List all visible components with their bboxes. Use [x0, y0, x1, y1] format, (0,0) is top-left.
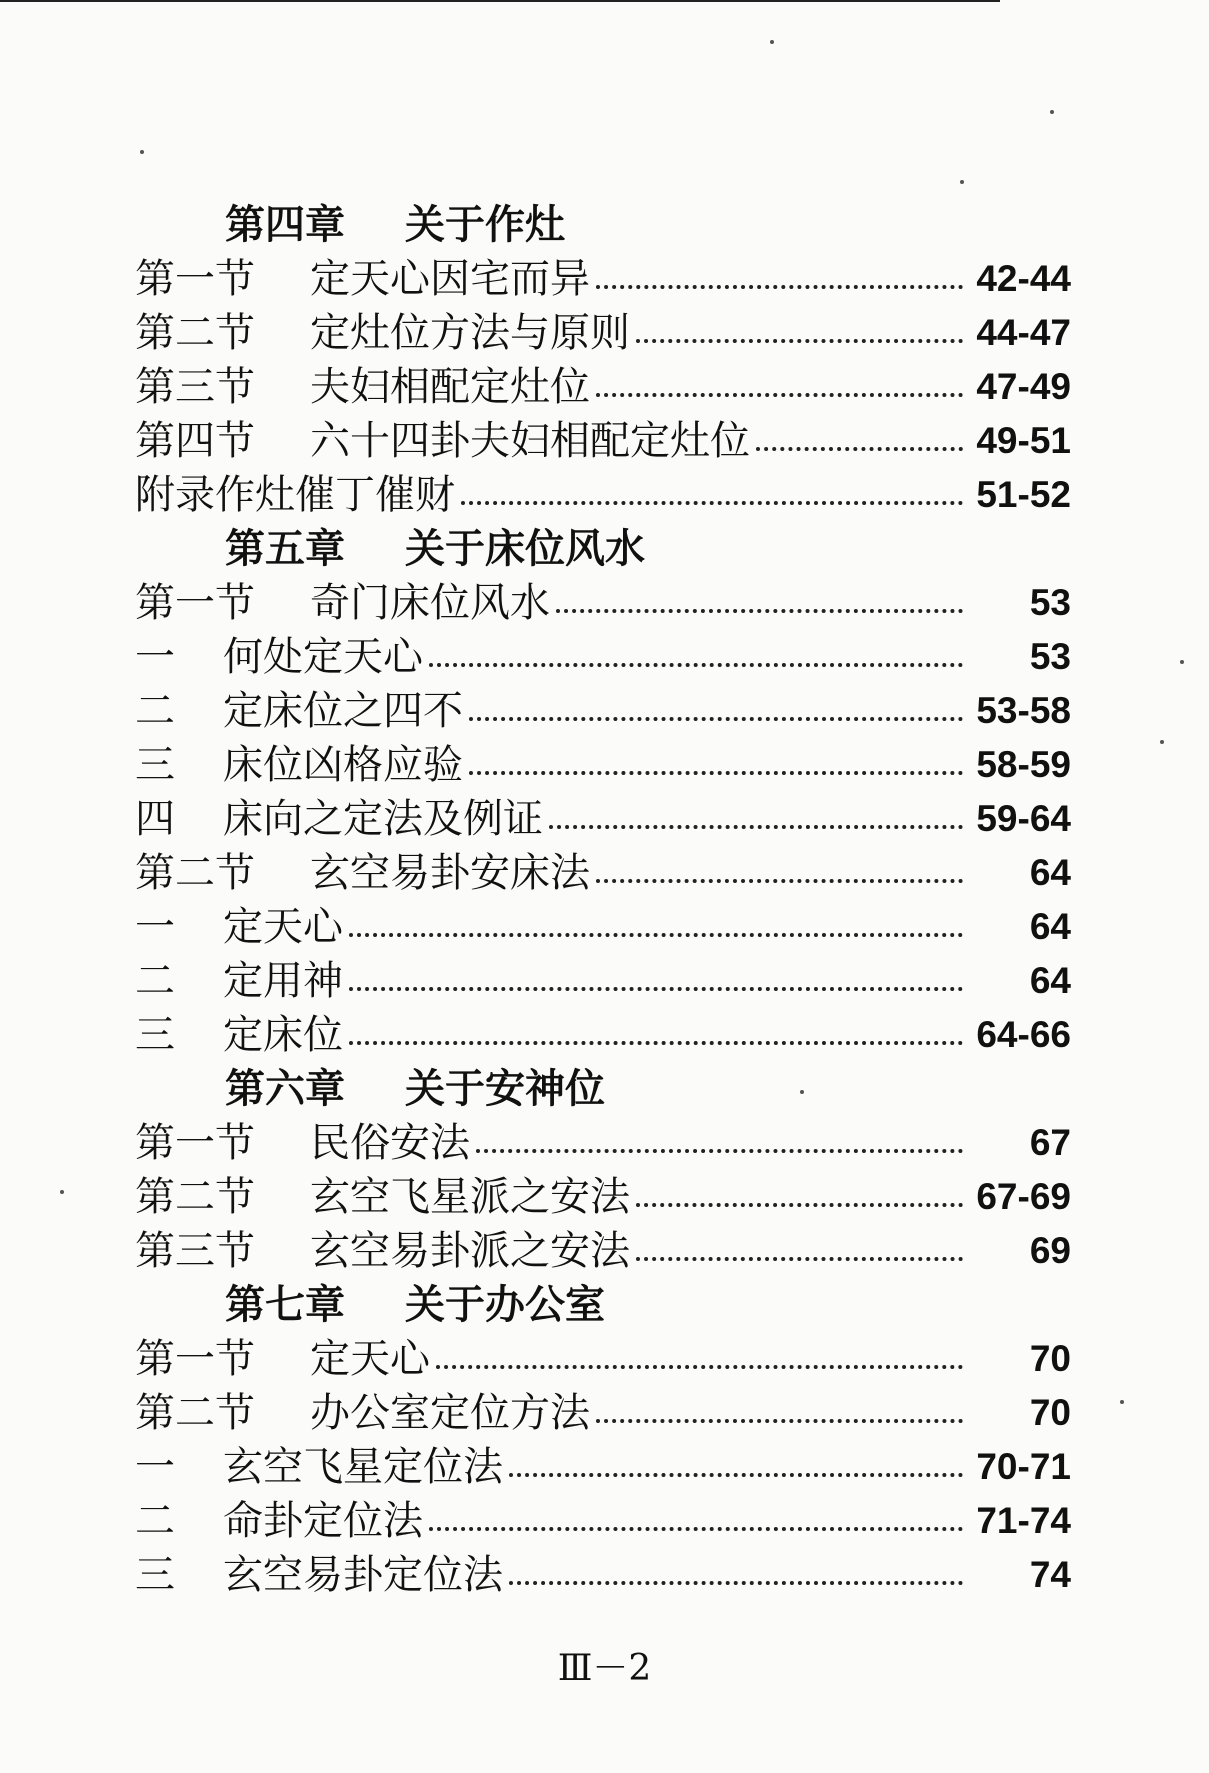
scan-speck: [800, 1090, 804, 1094]
entry-number: 第二节: [135, 1390, 255, 1436]
toc-entry: [0, 630, 1135, 684]
entry-number: 第二节: [135, 310, 255, 356]
entry-pages: 69: [1029, 1230, 1071, 1271]
scan-speck: [140, 150, 144, 154]
entry-title: 床位凶格应验: [223, 742, 463, 788]
entry-pages: 53: [1029, 636, 1071, 677]
entry-number: 一: [135, 904, 175, 950]
entry-title: 床向之定法及例证: [223, 796, 543, 842]
dot-leader: [556, 609, 963, 613]
entry-pages: 67: [1029, 1122, 1071, 1163]
toc-entry: [0, 1440, 1135, 1494]
entry-title: 何处定天心: [223, 634, 423, 680]
chapter-title: 关于床位风水: [405, 525, 645, 572]
entry-number: 第二节: [135, 850, 255, 896]
entry-number: 第二节: [135, 1174, 255, 1220]
toc-entry: [0, 1116, 1135, 1170]
entry-pages: 53-58: [976, 690, 1071, 731]
entry-title: 玄空飞星派之安法: [310, 1174, 630, 1220]
entry-number: 三: [135, 1012, 175, 1058]
entry-pages: 64: [1029, 852, 1071, 893]
scan-speck: [1160, 740, 1164, 744]
entry-pages: 58-59: [976, 744, 1071, 785]
dot-leader: [596, 1419, 963, 1423]
entry-number: 第四节: [135, 418, 255, 464]
chapter-title: 关于办公室: [405, 1281, 605, 1328]
entry-number: 一: [135, 634, 175, 680]
entry-title: 办公室定位方法: [310, 1390, 590, 1436]
dot-leader: [429, 1527, 963, 1531]
dot-leader: [596, 393, 963, 397]
entry-number: 第一节: [135, 1336, 255, 1382]
entry-number: 二: [135, 958, 175, 1004]
entry-title: 定用神: [223, 958, 343, 1004]
table-of-contents: [0, 198, 1209, 1602]
chapter-heading: [0, 198, 1209, 252]
entry-title: 定天心因宅而异: [310, 256, 590, 302]
entry-title: 附录作灶催丁催财: [135, 472, 455, 518]
entry-number: 第一节: [135, 256, 255, 302]
entry-pages: 51-52: [976, 474, 1071, 515]
entry-title: 奇门床位风水: [310, 580, 550, 626]
dot-leader: [461, 501, 963, 505]
entry-number: 第一节: [135, 1120, 255, 1166]
scan-speck: [1120, 1400, 1124, 1404]
dot-leader: [469, 717, 963, 721]
chapter-title: 关于安神位: [405, 1065, 605, 1112]
chapter-number: 第七章: [225, 1281, 345, 1328]
entry-pages: 64: [1029, 906, 1071, 947]
dot-leader: [549, 825, 963, 829]
toc-entry: [0, 306, 1135, 360]
entry-number: 第三节: [135, 364, 255, 410]
entry-number: 四: [135, 796, 175, 842]
toc-entry: [0, 468, 1135, 522]
toc-entry: [0, 1008, 1135, 1062]
toc-entry: [0, 414, 1135, 468]
entry-title: 夫妇相配定灶位: [310, 364, 590, 410]
toc-entry: [0, 1170, 1135, 1224]
entry-pages: 64: [1029, 960, 1071, 1001]
entry-title: 定灶位方法与原则: [310, 310, 630, 356]
toc-entry: [0, 360, 1135, 414]
entry-pages: 53: [1029, 582, 1071, 623]
scan-speck: [1180, 660, 1184, 664]
dot-leader: [436, 1365, 963, 1369]
entry-number: 二: [135, 1498, 175, 1544]
toc-entry: [0, 1494, 1135, 1548]
dot-leader: [476, 1149, 963, 1153]
entry-number: 三: [135, 1552, 175, 1598]
entry-pages: 71-74: [976, 1500, 1071, 1541]
dot-leader: [636, 1203, 963, 1207]
toc-entry: [0, 954, 1135, 1008]
dot-leader: [349, 933, 963, 937]
entry-title: 定天心: [223, 904, 343, 950]
chapter-number: 第四章: [225, 201, 345, 248]
scan-speck: [770, 40, 774, 44]
entry-number: 一: [135, 1444, 175, 1490]
scan-speck: [1050, 110, 1054, 114]
entry-title: 定床位: [223, 1012, 343, 1058]
entry-title: 定床位之四不: [223, 688, 463, 734]
entry-title: 玄空易卦定位法: [223, 1552, 503, 1598]
toc-entry: [0, 1332, 1135, 1386]
scan-speck: [960, 180, 964, 184]
entry-number: 二: [135, 688, 175, 734]
toc-entry: [0, 576, 1135, 630]
chapter-number: 第六章: [225, 1065, 345, 1112]
dot-leader: [429, 663, 963, 667]
chapter-heading: [0, 1062, 1209, 1116]
scan-speck: [60, 1190, 64, 1194]
entry-number: 第三节: [135, 1228, 255, 1274]
entry-number: 第一节: [135, 580, 255, 626]
chapter-heading: [0, 522, 1209, 576]
dot-leader: [349, 1041, 963, 1045]
entry-title: 玄空飞星定位法: [223, 1444, 503, 1490]
entry-pages: 47-49: [976, 366, 1071, 407]
dot-leader: [596, 285, 963, 289]
entry-title: 六十四卦夫妇相配定灶位: [310, 418, 750, 464]
toc-entry: [0, 738, 1135, 792]
entry-pages: 70-71: [976, 1446, 1071, 1487]
entry-pages: 70: [1029, 1338, 1071, 1379]
dot-leader: [756, 447, 963, 451]
entry-title: 玄空易卦派之安法: [310, 1228, 630, 1274]
entry-pages: 49-51: [976, 420, 1071, 461]
entry-pages: 64-66: [976, 1014, 1071, 1055]
toc-entry: [0, 1548, 1135, 1602]
entry-pages: 42-44: [976, 258, 1071, 299]
entry-title: 玄空易卦安床法: [310, 850, 590, 896]
toc-entry: [0, 1386, 1135, 1440]
entry-title: 民俗安法: [310, 1120, 470, 1166]
toc-entry: [0, 252, 1135, 306]
page-number: Ⅲ－2: [557, 1648, 652, 1689]
entry-title: 命卦定位法: [223, 1498, 423, 1544]
entry-pages: 74: [1029, 1554, 1071, 1595]
dot-leader: [509, 1473, 963, 1477]
entry-title: 定天心: [310, 1336, 430, 1382]
toc-entry: [0, 846, 1135, 900]
toc-entry: [0, 684, 1135, 738]
chapter-number: 第五章: [225, 525, 345, 572]
dot-leader: [596, 879, 963, 883]
dot-leader: [349, 987, 963, 991]
entry-pages: 59-64: [976, 798, 1071, 839]
chapter-heading: [0, 1278, 1209, 1332]
toc-entry: [0, 1224, 1135, 1278]
dot-leader: [469, 771, 963, 775]
entry-number: 三: [135, 742, 175, 788]
chapter-title: 关于作灶: [405, 201, 565, 248]
entry-pages: 44-47: [976, 312, 1071, 353]
dot-leader: [636, 339, 963, 343]
entry-pages: 70: [1029, 1392, 1071, 1433]
toc-entry: [0, 900, 1135, 954]
entry-pages: 67-69: [976, 1176, 1071, 1217]
dot-leader: [509, 1581, 963, 1585]
top-rule: [0, 0, 1000, 2]
toc-entry: [0, 792, 1135, 846]
dot-leader: [636, 1257, 963, 1261]
